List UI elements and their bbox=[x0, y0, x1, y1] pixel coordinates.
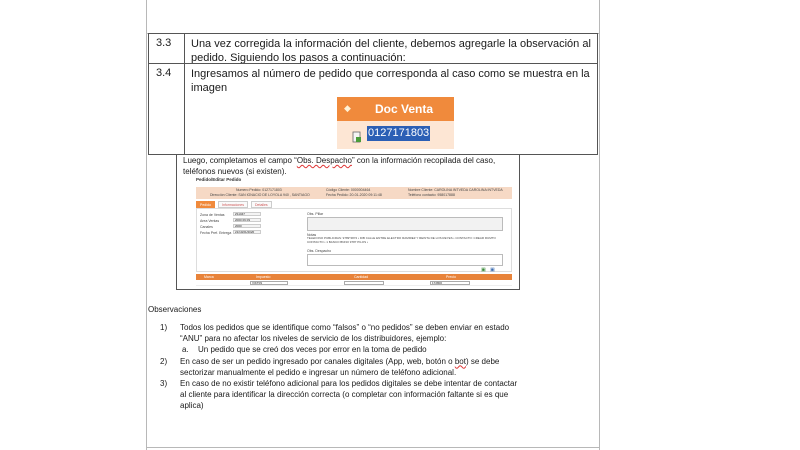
step-number: 3.4 bbox=[149, 64, 185, 154]
col-precio: Precio bbox=[446, 274, 456, 279]
caption-field-name: Obs. Despacho bbox=[296, 156, 352, 165]
observations-title: Observaciones bbox=[148, 305, 202, 314]
doc-venta-header[interactable] bbox=[337, 97, 454, 121]
page-margin-bottom bbox=[146, 447, 600, 448]
caption-prefix: Luego, completamos el campo “ bbox=[183, 156, 297, 165]
observation-subitem bbox=[160, 344, 520, 355]
item-text-bot: bot bbox=[454, 356, 466, 366]
item-text: En caso de no existir teléfono adicional para los pedidos digitales se debe intentar de contactar al cliente para identificar la dirección correcta (o completar con información faltante si es que aplica) bbox=[180, 379, 518, 411]
screenshot-caption bbox=[183, 155, 523, 177]
step-row-3-3 bbox=[148, 33, 598, 63]
field-label: Fecha Pref. Entrega bbox=[200, 231, 232, 235]
page-margin-right-lower bbox=[599, 158, 600, 450]
row-select[interactable]: VIKT09 bbox=[250, 281, 288, 285]
item-number: 2) bbox=[160, 356, 168, 366]
item-number: 1) bbox=[160, 323, 168, 332]
step-text: Ingresamos al número de pedido que corresponda al caso como se muestra en la imagen bbox=[191, 68, 590, 94]
field-label: Area Ventas bbox=[200, 219, 220, 223]
info-nombre-cliente: Nombre Cliente: CAROLINA INTVEDA CAROLINA INTVEDA bbox=[408, 188, 503, 192]
order-edit-panel bbox=[196, 208, 512, 272]
info-codigo-cliente: Código Cliente: 0000004464 bbox=[326, 188, 371, 192]
item-text: En caso de ser un pedido ingresado por canales digitales (App, web, botón o bbox=[180, 356, 455, 366]
attach-icon[interactable]: ▣ bbox=[490, 267, 495, 273]
order-info-bar bbox=[196, 187, 512, 199]
save-icon[interactable]: ▣ bbox=[481, 267, 486, 273]
page-margin-left bbox=[146, 0, 147, 450]
col-cantidad: Cantidad bbox=[354, 274, 369, 279]
info-fecha-pedido: Fecha Pedido: 20-01-2020 09:11:48 bbox=[326, 193, 382, 197]
doc-venta-snippet bbox=[337, 97, 454, 149]
observation-item bbox=[160, 356, 520, 378]
notes-text: TELEFONO PUBLICRAS: 9789*4872 • DIB CALLE ENTRE ELECTRO RAMIREZ Y REINTA DE LOS REYES • CONTACTO: CREAR RUMTO CONTACTO • 1 BANCO BNNO 9787 PILOS • bbox=[307, 236, 496, 244]
field-input[interactable]: 21/10/21/2020 bbox=[233, 230, 261, 234]
detail-table-row bbox=[196, 280, 512, 286]
field-input[interactable]: 2000 bbox=[233, 224, 261, 228]
item-number: 3) bbox=[160, 379, 168, 389]
col-marca: Marca bbox=[204, 274, 214, 279]
info-telefono: Teléfono contacto: 958017888 bbox=[408, 193, 455, 197]
observation-item bbox=[160, 322, 520, 344]
observation-item bbox=[160, 378, 520, 412]
col-impuesto: Impuesto bbox=[256, 274, 271, 279]
step-text: Una vez corregida la información del cliente, debemos agregarle la observación al pedido. Siguiendo los pasos a continuación: bbox=[191, 38, 591, 64]
caption-suffix: ” con la información recopilada del caso, teléfonos nuevos (si existen). bbox=[183, 156, 496, 176]
field-input[interactable]: 2000 09 09 bbox=[233, 218, 261, 222]
item-text: ) se debe sectorizar manualmente el pedido e ingresar un número de teléfono adicional. bbox=[180, 356, 500, 377]
subitem-text: Un pedido que se creó dos veces por error en la toma de pedido bbox=[198, 345, 427, 355]
tab-pedido[interactable]: Pedido bbox=[196, 201, 215, 208]
tab-detalles[interactable]: Detalles bbox=[251, 201, 272, 208]
observations-list bbox=[160, 322, 520, 412]
order-number-link[interactable]: 0127171803 bbox=[368, 127, 430, 139]
notes-label: Notas bbox=[307, 233, 317, 237]
embedded-app-screenshot bbox=[196, 177, 512, 288]
doc-venta-body bbox=[337, 121, 454, 149]
info-direccion: Dirección Cliente: SAN IGNACIO DE LOYOLA 940 , SANTIAGO bbox=[210, 193, 310, 197]
document-icon bbox=[352, 131, 362, 143]
tab-informaciones[interactable]: Informaciones bbox=[218, 201, 248, 208]
subitem-letter: a. bbox=[182, 345, 189, 355]
field-input[interactable]: Z11047 bbox=[233, 212, 261, 216]
item-text: Todos los pedidos que se identifique como “falsos” o “no pedidos” se deben enviar en estado “ANU” para no afectar los niveles de servicio de los distribuidores, ejemplo: bbox=[180, 323, 510, 344]
step-number: 3.3 bbox=[149, 34, 185, 63]
obs-despacho-label: Obs. Despacho bbox=[307, 249, 332, 253]
doc-venta-title: Doc Venta bbox=[375, 102, 434, 116]
field-label: Zona de Ventas bbox=[200, 213, 225, 217]
row-price-input[interactable]: 172800 bbox=[430, 281, 470, 285]
row-qty-input[interactable] bbox=[344, 281, 384, 285]
page-margin-right bbox=[599, 0, 600, 158]
app-title: Pedido/Editar Pedido bbox=[196, 177, 242, 182]
expand-arrow-icon: ◆ bbox=[344, 103, 351, 113]
obs-despacho-textarea[interactable] bbox=[307, 254, 503, 266]
obs-pedido-label: Obs. Pillar bbox=[307, 212, 324, 216]
obs-pedido-textarea[interactable] bbox=[307, 217, 503, 231]
info-numero-pedido: Numero Pedido: 0127171803 bbox=[236, 188, 282, 192]
field-label: Canales bbox=[200, 225, 213, 229]
